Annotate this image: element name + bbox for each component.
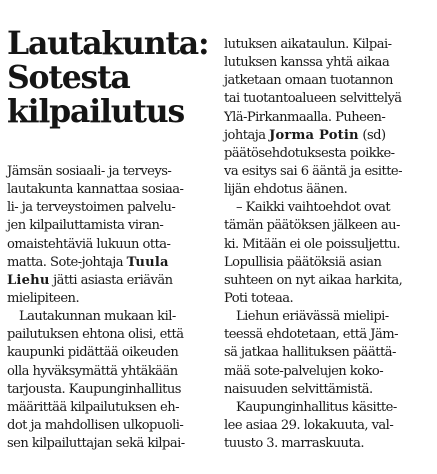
text-segment: tämän päätöksen jälkeen au-	[224, 218, 400, 234]
text-segment: (sd)	[358, 127, 386, 143]
text-segment: naisuuden selvittämistä.	[224, 381, 373, 397]
text-segment: omaistehtäviä lukuun otta-	[7, 236, 171, 252]
text-segment: määrittää kilpailutuksen eh-	[7, 399, 179, 415]
text-segment: va esitys sai 6 ääntä ja esitte-	[224, 163, 402, 179]
headline-line: kilpailutus	[7, 93, 185, 130]
text-segment: Jämsän sosiaali- ja terveys-	[7, 164, 172, 179]
text-line	[224, 326, 432, 344]
text-segment: päätösehdotuksesta poikke-	[224, 145, 395, 161]
text-segment: Lautakunnan mukaan kil-	[19, 309, 176, 325]
text-line	[224, 272, 432, 290]
text-line	[224, 363, 432, 381]
article-body-right-column	[224, 36, 432, 453]
text-line	[224, 381, 432, 399]
text-segment: tuusto 3. marraskuuta.	[224, 436, 365, 452]
text-line	[7, 236, 213, 254]
text-line	[224, 54, 432, 72]
text-line	[224, 90, 432, 108]
text-line	[224, 254, 432, 272]
text-segment: Ylä-Pirkanmaalla. Puheen-	[224, 109, 386, 125]
text-segment: – Kaikki vaihtoehdot ovat	[236, 200, 391, 216]
text-segment: dot ja mahdollisen ulkopuoli-	[7, 417, 184, 433]
text-line	[224, 417, 432, 435]
text-segment: pailutuksen ehtona olisi, että	[7, 327, 184, 343]
text-segment: kaupunki pidättää oikeuden	[7, 345, 179, 361]
text-segment: lijän ehdotus äänen.	[224, 182, 348, 198]
text-segment: tarjousta. Kaupunginhallitus	[7, 381, 181, 397]
text-line	[224, 145, 432, 163]
text-segment: jatketaan omaan tuotannon	[224, 73, 393, 89]
text-segment: sen kilpailuttajan sekä kilpai-	[7, 436, 185, 452]
text-line	[224, 127, 432, 145]
headline-line: Lautakunta:	[7, 25, 209, 62]
text-segment: lee asiaa 29. lokakuuta, val-	[224, 417, 394, 433]
text-line	[224, 109, 432, 127]
text-segment: Kaupunginhallitus käsitte-	[236, 399, 397, 415]
text-line	[7, 326, 213, 344]
text-line	[7, 217, 213, 235]
text-line	[224, 217, 432, 235]
headline-line: Sotesta	[7, 59, 130, 96]
text-line	[7, 199, 213, 217]
text-segment: suhteen on nyt aikaa harkita,	[224, 272, 403, 288]
text-line	[224, 344, 432, 362]
text-segment: mää sote-palvelujen koko-	[224, 363, 384, 379]
text-segment: Poti toteaa.	[224, 290, 294, 306]
person-name: Jorma Potin	[269, 127, 359, 143]
text-line	[224, 181, 432, 199]
text-line	[224, 36, 432, 54]
text-line	[7, 290, 213, 308]
text-line	[224, 435, 432, 453]
text-line	[7, 308, 213, 326]
text-line	[224, 399, 432, 417]
text-segment: olla hyväksymättä yhtäkään	[7, 363, 178, 379]
article-body-left-column	[7, 163, 213, 453]
text-line	[224, 199, 432, 217]
text-segment: tai tuotantoalueen selvittelyä	[224, 91, 402, 107]
person-name: Liehu	[7, 272, 50, 288]
text-line	[7, 272, 213, 290]
text-segment: johtaja	[224, 127, 270, 143]
text-segment: Liehun eriävässä mielipi-	[236, 309, 389, 325]
text-line	[224, 290, 432, 308]
text-line	[7, 344, 213, 362]
text-line	[7, 399, 213, 417]
text-line	[224, 72, 432, 90]
text-segment: lautakunta kannattaa sosiaa-	[7, 182, 184, 198]
text-line	[224, 163, 432, 181]
text-line	[7, 381, 213, 399]
text-line	[7, 181, 213, 199]
text-segment: matta. Sote-johtaja	[7, 254, 127, 270]
text-line	[7, 163, 213, 181]
text-segment: mielipiteen.	[7, 290, 80, 306]
text-segment: li- ja terveystoimen palvelu-	[7, 200, 176, 216]
text-segment: lutuksen aikataulun. Kilpai-	[224, 37, 392, 52]
text-segment: jen kilpailuttamista viran-	[7, 218, 164, 234]
text-line	[7, 363, 213, 381]
text-line	[224, 308, 432, 326]
article-headline	[7, 27, 212, 129]
text-line	[7, 417, 213, 435]
person-name: Tuula	[126, 254, 169, 270]
text-segment: teessä ehdotetaan, että Jäm-	[224, 327, 398, 343]
text-segment: Lopullisia päätöksiä asian	[224, 254, 382, 270]
text-segment: jätti asiasta eriävän	[49, 272, 173, 288]
text-line	[224, 236, 432, 254]
text-line	[7, 254, 213, 272]
text-segment: ki. Mitään ei ole poissuljettu.	[224, 236, 400, 252]
text-segment: sä jatkaa hallituksen päättä-	[224, 345, 396, 361]
text-line	[7, 435, 213, 453]
text-segment: lutuksen kanssa yhtä aikaa	[224, 55, 390, 71]
